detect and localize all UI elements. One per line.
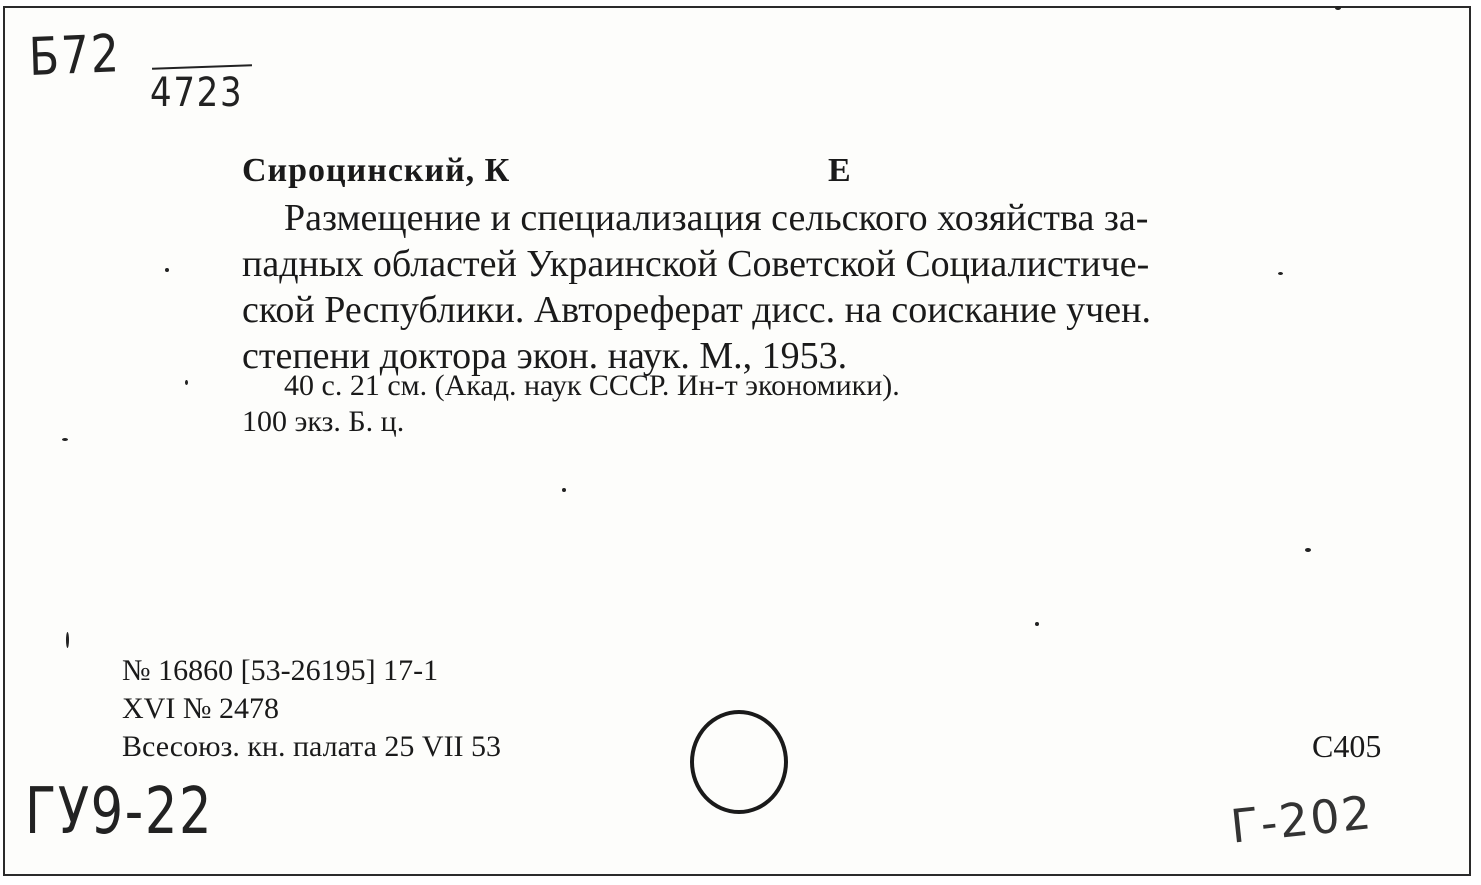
registry-line: Всесоюз. кн. палата 25 VII 53 bbox=[122, 730, 502, 763]
handwritten-bottom-left: ГУ9-22 bbox=[25, 775, 214, 849]
call-number-sub: 4723 bbox=[150, 70, 244, 116]
speck bbox=[66, 632, 69, 648]
speck bbox=[165, 268, 169, 272]
registry-block bbox=[122, 652, 501, 766]
speck bbox=[1305, 548, 1311, 552]
registry-line: № 16860 [53-26195] 17-1 bbox=[122, 654, 439, 687]
title-block bbox=[242, 195, 1392, 379]
speck bbox=[1035, 622, 1039, 626]
title-line: Размещение и специализация сельского хозяйства за- bbox=[284, 197, 1149, 239]
details-block bbox=[242, 368, 1392, 440]
title-line: ской Республики. Автореферат дисс. на соискание учен. bbox=[242, 289, 1151, 331]
author-initial: Е bbox=[828, 152, 851, 189]
speck bbox=[1335, 6, 1341, 10]
title-line: степени доктора экон. наук. М., 1953. bbox=[242, 335, 848, 377]
punch-hole-circle bbox=[690, 710, 788, 814]
call-number-top: Б72 bbox=[28, 24, 122, 88]
speck bbox=[185, 380, 188, 385]
speck bbox=[1278, 272, 1283, 275]
title-line: падных областей Украинской Советской Социалистиче- bbox=[242, 243, 1150, 285]
author-name: Сироцинский, К bbox=[242, 152, 511, 189]
details-line: 40 с. 21 см. (Акад. наук СССР. Ин-т экономики). bbox=[284, 369, 900, 402]
handwritten-bottom-right: Г-202 bbox=[1228, 785, 1376, 854]
speck bbox=[62, 438, 68, 441]
details-line: 100 экз. Б. ц. bbox=[242, 405, 405, 438]
registry-line: XVI № 2478 bbox=[122, 692, 279, 725]
classification-code: C405 bbox=[1312, 728, 1382, 764]
speck bbox=[562, 488, 566, 492]
